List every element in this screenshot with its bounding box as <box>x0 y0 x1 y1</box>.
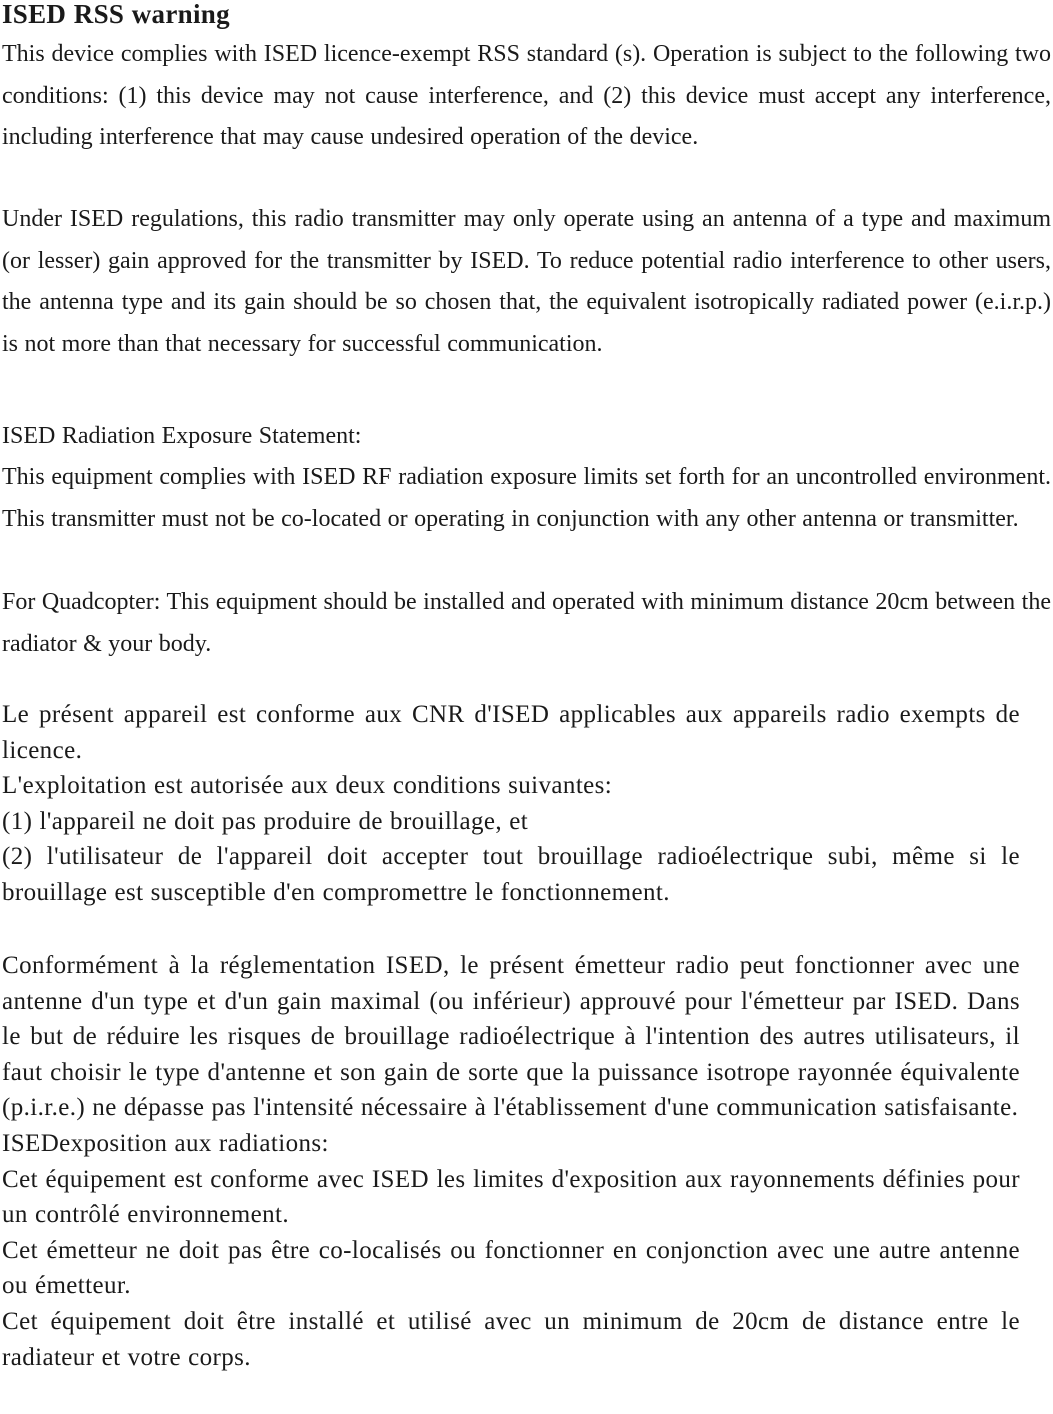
fr-notice-block <box>2 697 1020 911</box>
fr-exposure-heading: ISEDexposition aux radiations: <box>2 1129 329 1157</box>
fr-antenna-paragraph: Conformément à la réglementation ISED, le présent émetteur radio peut fonctionner avec une antenne d'un type et d'un gain maximal (ou inférieur) approuvé pour l'émetteur par ISED. Dans le but de réduire les risques de brouillage radioélectrique à l'intention des autres utilisateurs, il faut choisir le type d'antenne et son gain de sorte que la puissance isotrope rayonnée équivalente (p.i.r.e.) ne dépasse pas l'intensité nécessaire à l'établissement d'une communication satisfaisante. <box>2 952 1020 1122</box>
en-exposure-paragraph: This equipment complies with ISED RF radiation exposure limits set forth for an uncontrolled environment. This transmitter must not be co-located or operating in conjunction with any other antenna or transmitter. <box>2 464 1051 532</box>
en-compliance-paragraph: This device complies with ISED licence-exempt RSS standard (s). Operation is subject to the following two conditions: (1) this device may not cause interference, and (2) this device must accept any interference, including interference that may cause undesired operation of the device. <box>2 41 1051 150</box>
en-antenna-paragraph: Under ISED regulations, this radio transmitter may only operate using an antenna of a type and maximum (or lesser) gain approved for the transmitter by ISED. To reduce potential radio interference to other users, the antenna type and its gain should be so chosen that, the equivalent isotropically radiated power (e.i.r.p.) is not more than that necessary for successful communication. <box>2 206 1051 357</box>
fr-intro-line: Le présent appareil est conforme aux CNR d'ISED applicables aux appareils radio exempts de licence. <box>2 701 1020 764</box>
document-title: ISED RSS warning <box>2 0 230 29</box>
fr-colocation-line: Cet émetteur ne doit pas être co-localisés ou fonctionner en conjonction avec une autre antenne ou émetteur. <box>2 1236 1020 1300</box>
fr-exposure-line: Cet équipement est conforme avec ISED les limites d'exposition aux rayonnements définies pour un contrôlé environnement. <box>2 1165 1020 1229</box>
fr-distance-line: Cet équipement doit être installé et utilisé avec un minimum de 20cm de distance entre le radiateur et votre corps. <box>2 1307 1020 1371</box>
fr-condition-2: (2) l'utilisateur de l'appareil doit accepter tout brouillage radioélectrique subi, même si le brouillage est susceptible d'en compromettre le fonctionnement. <box>2 843 1020 906</box>
fr-regulation-block <box>2 948 1020 1375</box>
en-exposure-heading: ISED Radiation Exposure Statement: <box>2 423 362 449</box>
fr-condition-1: (1) l'appareil ne doit pas produire de brouillage, et <box>2 807 529 835</box>
fr-conditions-line: L'exploitation est autorisée aux deux conditions suivantes: <box>2 772 613 800</box>
en-quadcopter-paragraph: For Quadcopter: This equipment should be installed and operated with minimum distance 20cm between the radiator & your body. <box>2 589 1051 657</box>
